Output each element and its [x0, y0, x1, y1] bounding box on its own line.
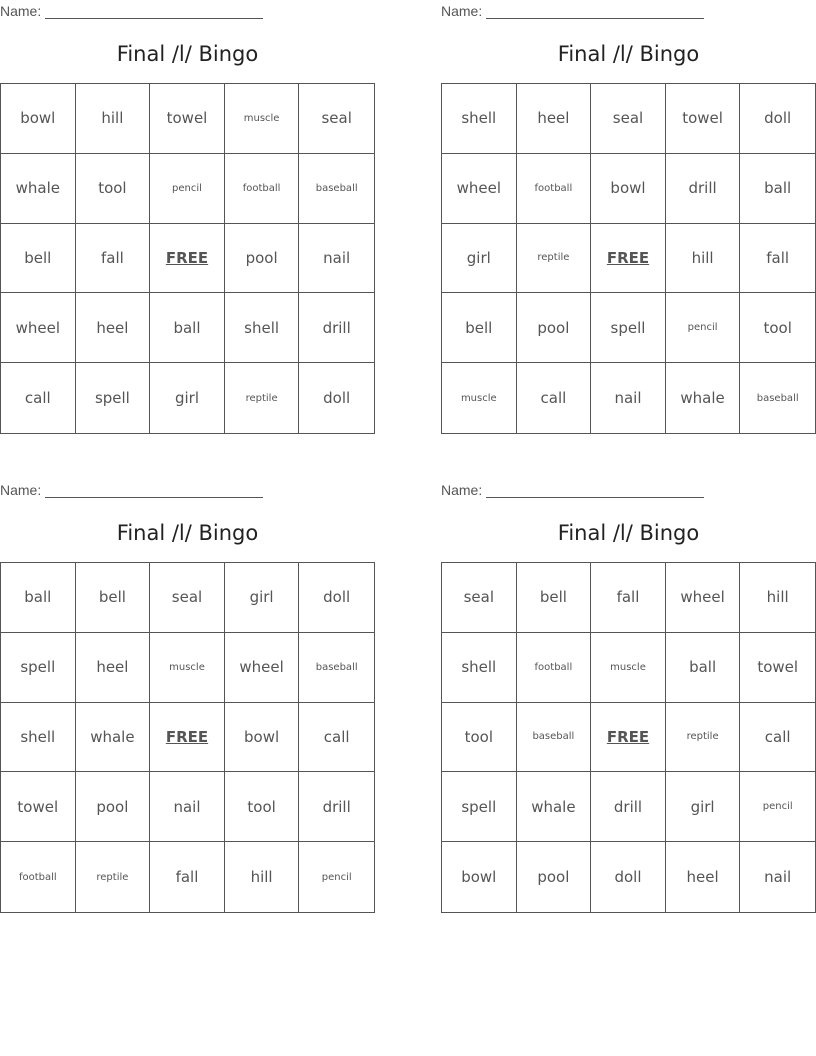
bingo-cell: football: [225, 154, 300, 224]
bingo-cell: fall: [76, 224, 151, 294]
bingo-cell: reptile: [666, 703, 741, 773]
bingo-card: [441, 479, 816, 919]
bingo-cell: spell: [1, 633, 76, 703]
bingo-cell: drill: [591, 772, 666, 842]
bingo-cell: tool: [740, 293, 815, 363]
bingo-cell: nail: [764, 868, 792, 887]
bingo-cell: baseball: [299, 154, 374, 224]
bingo-cell: call: [1, 363, 76, 433]
name-label: Name:: [441, 482, 483, 498]
bingo-cell: bowl: [591, 154, 666, 224]
bingo-cell: pencil: [666, 293, 741, 363]
bingo-cell: towel: [666, 84, 741, 154]
bingo-cell: bell: [1, 224, 76, 294]
bingo-cell: bowl: [225, 703, 300, 773]
bingo-cell: muscle: [442, 363, 517, 433]
bingo-cell: heel: [76, 293, 151, 363]
bingo-cell: shell: [225, 293, 300, 363]
bingo-cell: pencil: [740, 772, 815, 842]
card-title: Final /l/ Bingo: [116, 42, 259, 66]
bingo-cell: wheel: [225, 633, 300, 703]
bingo-cell: drill: [666, 154, 741, 224]
bingo-cell: football: [517, 154, 592, 224]
bingo-cell: nail: [150, 772, 225, 842]
bingo-cell: whale: [517, 772, 592, 842]
bingo-cell: drill: [299, 293, 374, 363]
bingo-cell: hill: [76, 84, 151, 154]
bingo-cell: doll: [740, 84, 815, 154]
bingo-cell: bowl: [1, 84, 76, 154]
bingo-cell: drill: [299, 772, 374, 842]
bingo-cell: shell: [1, 703, 76, 773]
bingo-cell: reptile: [517, 224, 592, 294]
bingo-cell: tool: [225, 772, 300, 842]
bingo-cell: girl: [150, 363, 225, 433]
bingo-cell: baseball: [299, 633, 374, 703]
bingo-cell: spell: [76, 363, 151, 433]
name-field: [441, 3, 704, 19]
bingo-cell: whale: [666, 363, 741, 433]
bingo-cell: muscle: [591, 633, 666, 703]
card-title: Final /l/ Bingo: [557, 521, 700, 545]
free-space-cell: FREE: [150, 703, 225, 773]
bingo-cell: pool: [517, 293, 592, 363]
bingo-cell: tool: [442, 703, 517, 773]
bingo-cell: shell: [442, 84, 517, 154]
bingo-cell: reptile: [225, 363, 300, 433]
name-field: [0, 482, 263, 498]
bingo-cell: hill: [225, 842, 300, 912]
name-underline: [45, 18, 263, 19]
bingo-cell: nail: [299, 224, 374, 294]
free-space-cell: FREE: [591, 224, 666, 294]
bingo-cell: baseball: [517, 703, 592, 773]
free-space-cell: FREE: [150, 224, 225, 294]
bingo-cell: towel: [740, 633, 815, 703]
bingo-cell: shell: [442, 633, 517, 703]
bingo-cell: reptile: [76, 842, 151, 912]
bingo-cell: baseball: [756, 392, 799, 404]
bingo-cell: call: [299, 703, 374, 773]
bingo-grid: [441, 562, 816, 913]
bingo-cell: bell: [442, 293, 517, 363]
bingo-cell: muscle: [225, 84, 300, 154]
bingo-cell: bowl: [442, 842, 517, 912]
bingo-cell: whale: [76, 703, 151, 773]
bingo-grid: [0, 562, 375, 913]
name-underline: [486, 497, 704, 498]
bingo-cell: bell: [76, 563, 151, 633]
name-label: Name:: [0, 3, 42, 19]
card-title: Final /l/ Bingo: [557, 42, 700, 66]
bingo-cell: towel: [1, 772, 76, 842]
bingo-card: [441, 0, 816, 440]
bingo-cell: ball: [1, 563, 76, 633]
bingo-cell: pencil: [150, 154, 225, 224]
bingo-cell: spell: [591, 293, 666, 363]
bingo-cell: ball: [150, 293, 225, 363]
bingo-cell: wheel: [666, 563, 741, 633]
bingo-cell: ball: [666, 633, 741, 703]
bingo-cell: wheel: [442, 154, 517, 224]
bingo-cell: football: [517, 633, 592, 703]
bingo-cell: girl: [666, 772, 741, 842]
bingo-cell: seal: [442, 563, 517, 633]
bingo-cell: doll: [591, 842, 666, 912]
bingo-cell: call: [517, 363, 592, 433]
bingo-cell: spell: [442, 772, 517, 842]
bingo-cell: bell: [517, 563, 592, 633]
name-label: Name:: [441, 3, 483, 19]
bingo-cell: pool: [517, 842, 592, 912]
bingo-cell: doll: [323, 389, 351, 408]
bingo-cell: seal: [299, 84, 374, 154]
bingo-cell: seal: [591, 84, 666, 154]
card-title: Final /l/ Bingo: [116, 521, 259, 545]
bingo-cell: nail: [591, 363, 666, 433]
bingo-cell: ball: [740, 154, 815, 224]
bingo-grid: [441, 83, 816, 434]
name-field: [441, 482, 704, 498]
bingo-cell: muscle: [150, 633, 225, 703]
bingo-card: [0, 479, 375, 919]
bingo-cell: heel: [666, 842, 741, 912]
bingo-cell: seal: [150, 563, 225, 633]
bingo-cell: pencil: [321, 871, 352, 883]
bingo-cell: pool: [76, 772, 151, 842]
bingo-cell: hill: [740, 563, 815, 633]
bingo-cell: hill: [666, 224, 741, 294]
bingo-cell: girl: [442, 224, 517, 294]
bingo-cell: tool: [76, 154, 151, 224]
bingo-cell: girl: [225, 563, 300, 633]
bingo-cell: towel: [150, 84, 225, 154]
name-underline: [45, 497, 263, 498]
bingo-cell: wheel: [1, 293, 76, 363]
bingo-cell: fall: [150, 842, 225, 912]
bingo-cell: whale: [1, 154, 76, 224]
free-space-cell: FREE: [591, 703, 666, 773]
bingo-cell: pool: [225, 224, 300, 294]
bingo-cell: fall: [740, 224, 815, 294]
name-field: [0, 3, 263, 19]
bingo-cell: heel: [76, 633, 151, 703]
bingo-card: [0, 0, 375, 440]
bingo-cell: heel: [517, 84, 592, 154]
name-underline: [486, 18, 704, 19]
name-label: Name:: [0, 482, 42, 498]
bingo-cell: football: [1, 842, 76, 912]
bingo-cell: fall: [591, 563, 666, 633]
bingo-grid: [0, 83, 375, 434]
bingo-cell: call: [740, 703, 815, 773]
bingo-cell: doll: [299, 563, 374, 633]
